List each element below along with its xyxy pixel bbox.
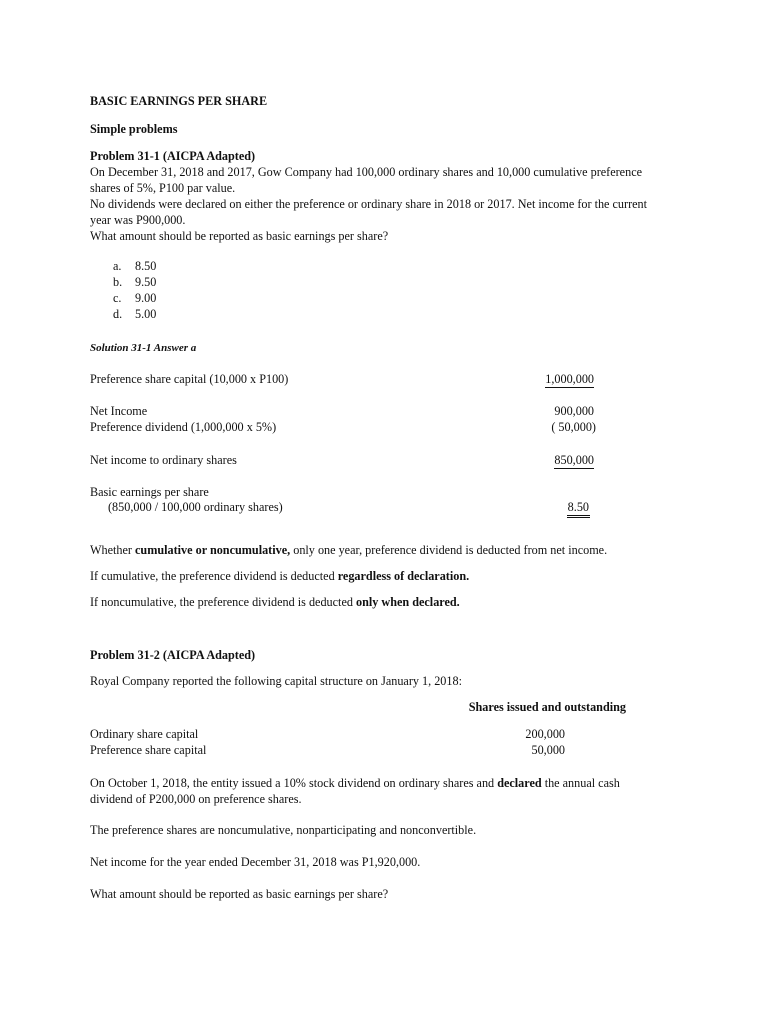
preference-share-value: 50,000: [531, 743, 565, 757]
note-text: If noncumulative, the preference dividend is deducted: [90, 595, 356, 609]
shares-column-header: Shares issued and outstanding: [468, 700, 626, 714]
document-title: BASIC EARNINGS PER SHARE: [90, 94, 268, 108]
beps-sub-label: (850,000 / 100,000 ordinary shares): [108, 500, 283, 514]
note-bold-text: only when declared.: [356, 595, 460, 609]
preference-share-label: Preference share capital: [90, 743, 207, 757]
note-bold-text: regardless of declaration.: [337, 569, 470, 583]
para-bold-text: declared: [497, 776, 542, 790]
note-bold-text: cumulative or noncumulative,: [135, 543, 291, 557]
beps-label: Basic earnings per share: [90, 485, 209, 499]
problem-2-para-1-line-2: dividend of P200,000 on preference shares.: [90, 792, 302, 806]
ni-ordinary-value: 850,000: [554, 453, 594, 467]
solution-1-heading: Solution 31-1 Answer a: [90, 342, 197, 354]
pref-dividend-value: ( 50,000): [551, 420, 596, 434]
beps-value: 8.50: [567, 499, 590, 518]
problem-1-text-line-3: No dividends were declared on either the preference or ordinary share in 2018 or 2017. Net income for the current: [90, 197, 648, 211]
option-value: 9.00: [135, 291, 157, 305]
note-text: Whether: [90, 543, 136, 557]
note-if-noncumulative: [90, 594, 460, 610]
ordinary-share-label: Ordinary share capital: [90, 727, 199, 741]
option-b: [113, 274, 156, 290]
problem-2-heading: Problem 31-2 (AICPA Adapted): [90, 648, 256, 662]
problem-1-heading: Problem 31-1 (AICPA Adapted): [90, 149, 256, 163]
option-value: 8.50: [135, 259, 157, 273]
option-d: [113, 306, 156, 322]
option-c: [113, 290, 156, 306]
net-income-label: Net Income: [90, 404, 148, 418]
option-letter: a.: [113, 259, 122, 273]
section-subtitle: Simple problems: [90, 122, 178, 136]
note-text: If cumulative, the preference dividend is deducted: [90, 569, 338, 583]
ordinary-share-value: 200,000: [525, 727, 565, 741]
net-income-value: 900,000: [554, 404, 594, 418]
problem-2-question: What amount should be reported as basic earnings per share?: [90, 887, 389, 901]
ni-ordinary-label: Net income to ordinary shares: [90, 453, 237, 467]
problem-2-para-2: The preference shares are noncumulative, nonparticipating and nonconvertible.: [90, 823, 477, 837]
pref-dividend-label: Preference dividend (1,000,000 x 5%): [90, 420, 277, 434]
problem-1-text-line-1: On December 31, 2018 and 2017, Gow Company had 100,000 ordinary shares and 10,000 cumulative preference: [90, 165, 643, 179]
option-a: [113, 258, 156, 274]
problem-2-para-3: Net income for the year ended December 31, 2018 was P1,920,000.: [90, 855, 421, 869]
note-text: only one year, preference dividend is deducted from net income.: [290, 543, 608, 557]
problem-1-text-line-4: year was P900,000.: [90, 213, 186, 227]
problem-2-para-1-line-1: [90, 775, 620, 791]
option-value: 5.00: [135, 307, 157, 321]
pref-capital-label: Preference share capital (10,000 x P100): [90, 372, 289, 386]
para-text: On October 1, 2018, the entity issued a 10% stock dividend on ordinary shares and: [90, 776, 498, 790]
option-letter: c.: [113, 291, 122, 305]
note-if-cumulative: [90, 568, 469, 584]
problem-1-question: What amount should be reported as basic earnings per share?: [90, 229, 389, 243]
option-value: 9.50: [135, 275, 157, 289]
problem-2-intro: Royal Company reported the following capital structure on January 1, 2018:: [90, 674, 462, 688]
para-text: the annual cash: [541, 776, 620, 790]
option-letter: d.: [113, 307, 123, 321]
option-letter: b.: [113, 275, 123, 289]
problem-1-text-line-2: shares of 5%, P100 par value.: [90, 181, 236, 195]
pref-capital-value: 1,000,000: [545, 372, 594, 386]
note-cumulative: [90, 542, 607, 558]
